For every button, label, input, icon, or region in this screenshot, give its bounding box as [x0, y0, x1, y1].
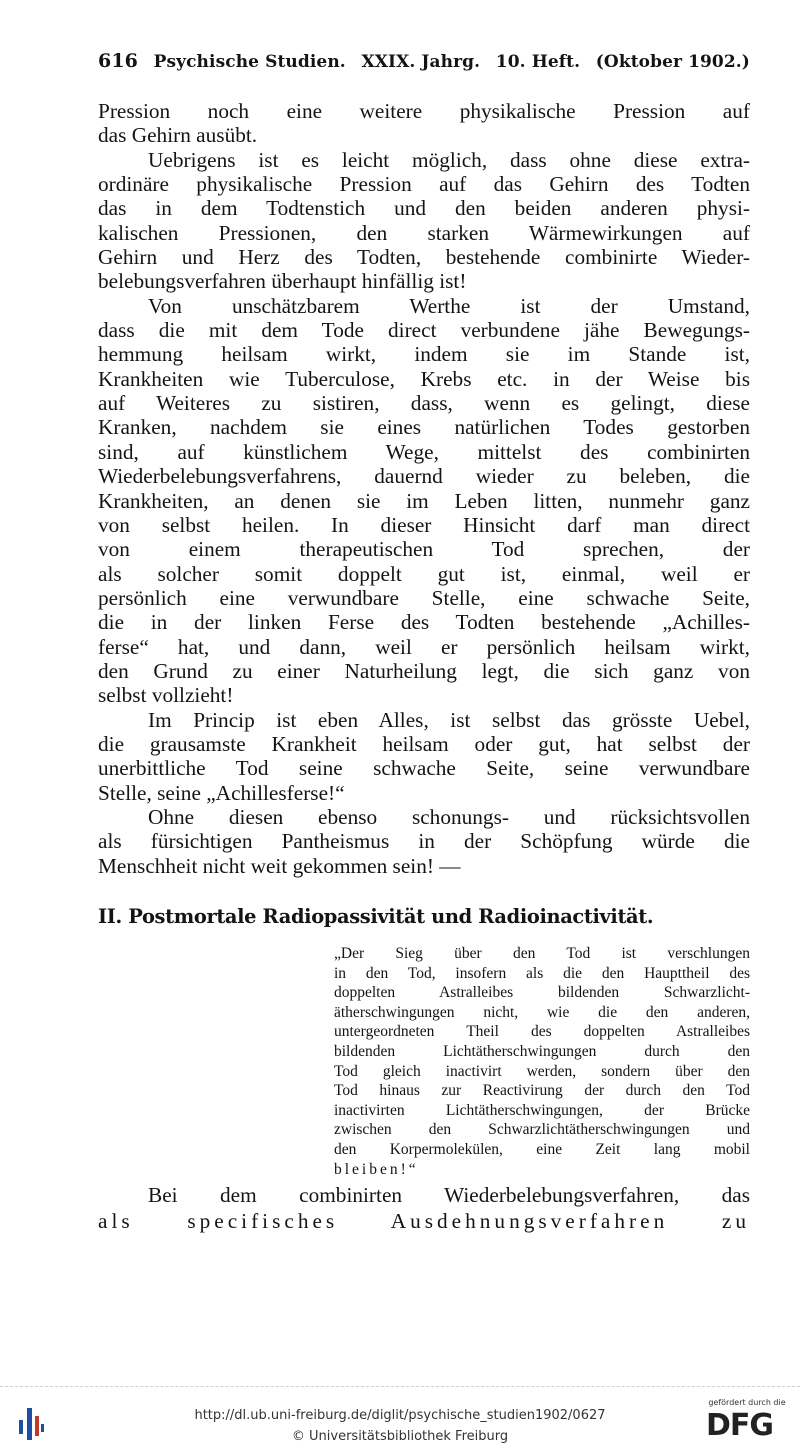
text-line: Stelle, seine „Achillesferse!“ [98, 780, 345, 805]
text-line: Krankheiten wie Tuberculose, Krebs etc. in der Weise bis [98, 366, 750, 391]
text-line: Ohne diesen ebenso schonungs- und rücksichtsvollen [148, 804, 750, 829]
motto-line: in den Tod, insofern als die den Haupttheil des [334, 964, 750, 982]
running-title: Psychische Studien. [153, 52, 346, 72]
text-line: Kranken, nachdem sie eines natürlichen Todes gestorben [98, 415, 750, 440]
text-line: unerbittliche Tod seine schwache Seite, seine verwundbare [98, 756, 750, 781]
sponsor-label: gefördert durch die [708, 1398, 786, 1407]
text-line: sind, auf künstlichem Wege, mittelst des combinirten [98, 439, 750, 464]
issue-date: (Oktober 1902.) [595, 52, 750, 72]
text-line: das in dem Todtenstich und den beiden anderen physi- [98, 196, 750, 221]
motto-line: untergeordneten Theil des doppelten Astralleibes [334, 1023, 750, 1041]
motto-quote [334, 944, 750, 1179]
text-line: von selbst heilen. In dieser Hinsicht darf man direct [98, 512, 750, 537]
text-line: hemmung heilsam wirkt, indem sie im Stande ist, [98, 342, 750, 367]
body-text [98, 99, 750, 878]
text-line: kalischen Pressionen, den starken Wärmewirkungen auf [98, 220, 750, 245]
text-line: Menschheit nicht weit gekommen sein! — [98, 853, 461, 878]
text-line: Uebrigens ist es leicht möglich, dass ohne diese extra- [148, 147, 750, 172]
copyright-notice: © Universitätsbibliothek Freiburg [291, 1429, 509, 1444]
motto-line: inactivirten Lichtätherschwingungen, der Brücke [334, 1101, 750, 1119]
motto-line: bildenden Lichtätherschwingungen durch den [334, 1042, 750, 1060]
section-heading: II. Postmortale Radiopassivität und Radioinactivität. [98, 905, 654, 928]
volume-label: XXIX. Jahrg. [361, 52, 481, 72]
text-line: das Gehirn ausübt. [98, 123, 258, 148]
text-line: Gehirn und Herz des Todten, bestehende combinirte Wieder- [98, 245, 750, 270]
issue-label: 10. Heft. [495, 52, 581, 72]
motto-line: „Der Sieg über den Tod ist verschlungen [334, 945, 750, 962]
text-line: den Grund zu einer Naturheilung legt, die sich ganz von [98, 658, 750, 683]
motto-line: zwischen den Schwarzlichtätherschwingungen und [334, 1121, 750, 1139]
motto-line: bleiben!“ [334, 1160, 419, 1178]
motto-line: Tod gleich inactivirt werden, sondern über den [334, 1062, 750, 1080]
dfg-logo [700, 1398, 792, 1448]
motto-line: ätherschwingungen nicht, wie die den anderen, [334, 1003, 750, 1021]
text-line: als fürsichtigen Pantheismus in der Schöpfung würde die [98, 829, 750, 854]
text-line: die grausamste Krankheit heilsam oder gut, hat selbst der [98, 731, 750, 756]
text-line: Krankheiten, an denen sie im Leben litten, nunmehr ganz [98, 488, 750, 513]
text-line: Pression noch eine weitere physikalische Pression auf [98, 99, 750, 123]
text-line: als specifisches Ausdehnungsverfahren zu [98, 1209, 750, 1233]
footer-divider [0, 1386, 800, 1387]
page-number: 616 [98, 50, 138, 72]
text-line: Bei dem combinirten Wiederbelebungsverfahren, das [148, 1183, 750, 1207]
motto-line: den Korpermolekülen, eine Zeit lang mobil [334, 1140, 750, 1158]
body-text-continued [98, 1182, 750, 1234]
text-line: dass die mit dem Tode direct verbundene jähe Bewegungs- [98, 318, 750, 343]
text-line: die in der linken Ferse des Todten bestehende „Achilles- [98, 610, 750, 635]
source-url[interactable]: http://dl.ub.uni-freiburg.de/diglit/psychische_studien1902/0627 [194, 1408, 606, 1423]
text-line: Von unschätzbarem Werthe ist der Umstand, [148, 293, 750, 318]
text-line: ordinäre physikalische Pression auf das Gehirn des Todten [98, 172, 750, 197]
dfg-wordmark: DFG [706, 1408, 774, 1443]
text-line: Wiederbelebungsverfahrens, dauernd wieder zu beleben, die [98, 464, 750, 489]
motto-line: doppelten Astralleibes bildenden Schwarzlicht- [334, 984, 750, 1002]
text-line: als solcher somit doppelt gut ist, einmal, weil er [98, 561, 750, 586]
running-header [98, 50, 750, 72]
text-line: ferse“ hat, und dann, weil er persönlich heilsam wirkt, [98, 634, 750, 659]
text-line: Im Princip ist eben Alles, ist selbst das grösste Uebel, [148, 707, 750, 732]
text-line: belebungsverfahren überhaupt hinfällig ist! [98, 269, 467, 294]
footer [0, 1396, 800, 1450]
text-line: persönlich eine verwundbare Stelle, eine schwache Seite, [98, 585, 750, 610]
text-line: selbst vollzieht! [98, 683, 234, 708]
text-line: von einem therapeutischen Tod sprechen, der [98, 537, 750, 562]
text-line: auf Weiteres zu sistiren, dass, wenn es gelingt, diese [98, 391, 750, 416]
motto-line: Tod hinaus zur Reactivirung der durch den Tod [334, 1082, 750, 1100]
